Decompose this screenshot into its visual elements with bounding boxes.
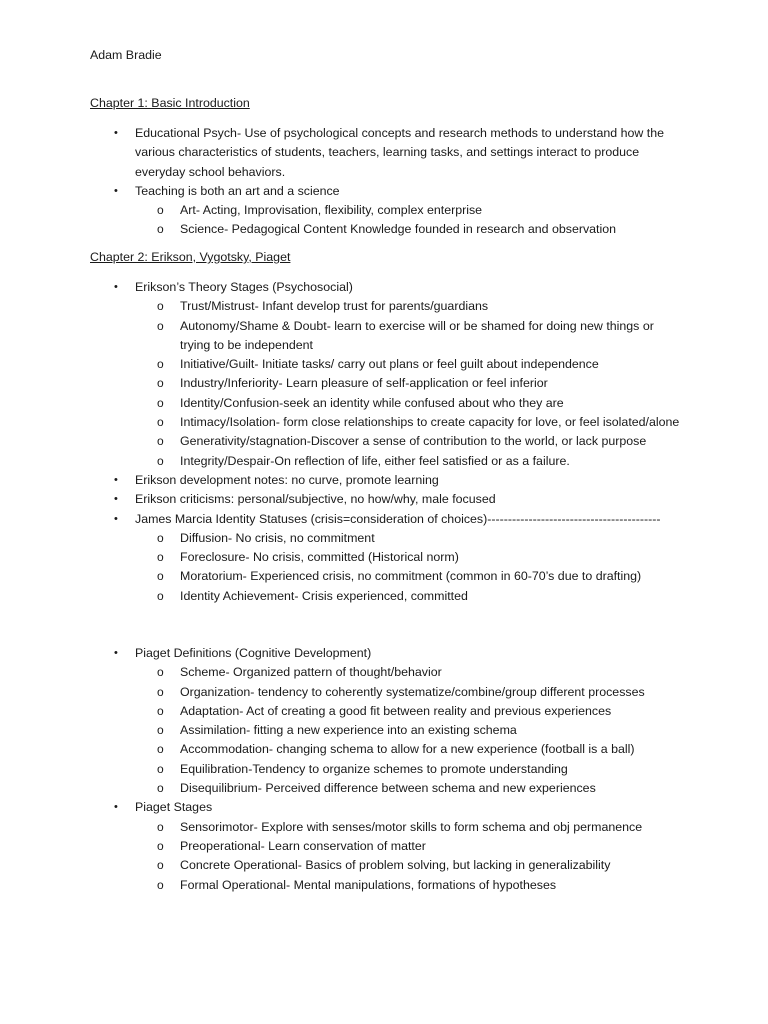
sub-bullet-text: Identity Achievement- Crisis experienced, committed: [180, 588, 468, 603]
bullet-item: [0, 510, 675, 606]
sub-bullet-text: Trust/Mistrust- Infant develop trust for parents/guardians: [180, 299, 489, 314]
circle-bullet-icon: o: [157, 222, 164, 237]
sub-bullet-text: Diffusion- No crisis, no commitment: [180, 530, 375, 545]
sub-bullet-text: Scheme- Organized pattern of thought/behavior: [180, 665, 442, 680]
bullet-text: Erikson criticisms: personal/subjective, no how/why, male focused: [135, 492, 496, 507]
bullet-text: James Marcia Identity Statuses (crisis=consideration of choices)------------------------------------------: [135, 511, 661, 526]
sub-bullet-item: [135, 740, 680, 759]
circle-bullet-icon: o: [157, 877, 164, 892]
bullet-icon: •: [114, 473, 118, 486]
bullet-item: [0, 798, 675, 894]
bullet-item: [0, 471, 675, 490]
circle-bullet-icon: o: [157, 703, 164, 718]
sub-bullet-text: Disequilibrium- Perceived difference between schema and new experiences: [180, 781, 596, 796]
sub-bullet-text: Sensorimotor- Explore with senses/motor skills to form schema and obj permanence: [180, 819, 643, 834]
circle-bullet-icon: o: [157, 819, 164, 834]
bullet-icon: •: [114, 493, 118, 506]
sub-bullet-text: Organization- tendency to coherently systematize/combine/group different processes: [180, 684, 645, 699]
circle-bullet-icon: o: [157, 665, 164, 680]
bullet-text: Erikson’s Theory Stages (Psychosocial): [135, 280, 353, 294]
sub-bullet-item: [135, 760, 680, 779]
circle-bullet-icon: o: [157, 550, 164, 565]
sub-bullet-item: [135, 587, 680, 606]
sub-bullet-item: [135, 452, 680, 471]
circle-bullet-icon: o: [157, 376, 164, 391]
sub-list: [135, 663, 675, 798]
bullet-text: Educational Psych- Use of psychological concepts and research methods to understand how the various characteristics of students, teachers, learning tasks, and settings interact to produce everyday school behaviors.: [135, 126, 664, 179]
circle-bullet-icon: o: [157, 858, 164, 873]
circle-bullet-icon: o: [157, 453, 164, 468]
sub-bullet-text: Foreclosure- No crisis, committed (Historical norm): [180, 550, 459, 565]
sub-list: [135, 297, 680, 471]
circle-bullet-icon: o: [157, 434, 164, 449]
chapter-2-heading: Chapter 2: Erikson, Vygotsky, Piaget: [90, 250, 291, 264]
bullet-icon: •: [114, 127, 118, 139]
sub-bullet-text: Generativity/stagnation-Discover a sense of contribution to the world, or lack purpose: [180, 434, 647, 449]
sub-bullet-text: Formal Operational- Mental manipulations, formations of hypotheses: [180, 877, 557, 892]
sub-bullet-text: Identity/Confusion-seek an identity while confused about who they are: [180, 395, 564, 410]
sub-bullet-item: [135, 567, 680, 586]
sub-bullet-item: [135, 432, 680, 451]
circle-bullet-icon: o: [157, 395, 164, 410]
sub-bullet-text: Concrete Operational- Basics of problem solving, but lacking in generalizability: [180, 858, 611, 873]
bullet-icon: •: [114, 647, 118, 659]
sub-bullet-item: [135, 818, 680, 837]
sub-bullet-text: Art- Acting, Improvisation, flexibility, complex enterprise: [180, 203, 483, 218]
chapter-1-list: [0, 124, 768, 240]
sub-bullet-item: [135, 721, 680, 740]
bullet-item: [0, 644, 675, 798]
circle-bullet-icon: o: [157, 318, 164, 333]
sub-bullet-item: [135, 683, 680, 702]
bullet-item: [0, 182, 675, 240]
sub-bullet-text: Preoperational- Learn conservation of matter: [180, 838, 426, 853]
sub-bullet-item: [135, 779, 680, 798]
bullet-icon: •: [114, 281, 118, 293]
sub-list: [135, 529, 675, 606]
sub-bullet-item: [135, 529, 680, 548]
chapter-1-heading: Chapter 1: Basic Introduction: [90, 96, 250, 110]
sub-bullet-text: Integrity/Despair-On reflection of life, either feel satisfied or as a failure.: [180, 453, 570, 468]
circle-bullet-icon: o: [157, 530, 164, 545]
bullet-icon: •: [114, 512, 118, 525]
sub-bullet-text: Science- Pedagogical Content Knowledge founded in research and observation: [180, 222, 617, 237]
sub-bullet-item: [135, 702, 680, 721]
circle-bullet-icon: o: [157, 569, 164, 584]
bullet-icon: •: [114, 801, 118, 814]
sub-bullet-item: [135, 856, 680, 875]
sub-bullet-text: Accommodation- changing schema to allow for a new experience (football is a ball): [180, 742, 635, 757]
sub-bullet-item: [135, 220, 680, 239]
sub-bullet-text: Assimilation- fitting a new experience into an existing schema: [180, 723, 517, 738]
circle-bullet-icon: o: [157, 742, 164, 757]
sub-bullet-item: [135, 663, 680, 682]
bullet-text: Teaching is both an art and a science: [135, 183, 340, 198]
bullet-icon: •: [114, 184, 118, 197]
sub-bullet-item: [135, 374, 680, 393]
circle-bullet-icon: o: [157, 684, 164, 699]
sub-bullet-text: Adaptation- Act of creating a good fit between reality and previous experiences: [180, 703, 612, 718]
sub-bullet-item: [135, 394, 680, 413]
circle-bullet-icon: o: [157, 203, 164, 218]
sub-bullet-item: [135, 837, 680, 856]
bullet-item: [0, 278, 680, 471]
circle-bullet-icon: o: [157, 299, 164, 314]
sub-bullet-item: [135, 201, 680, 220]
author-name: Adam Bradie: [90, 48, 162, 62]
sub-bullet-text: Industry/Inferiority- Learn pleasure of self-application or feel inferior: [180, 376, 548, 391]
circle-bullet-icon: o: [157, 723, 164, 738]
bullet-text: Piaget Stages: [135, 800, 213, 815]
piaget-list: [0, 644, 768, 895]
circle-bullet-icon: o: [157, 761, 164, 776]
sub-bullet-text: Moratorium- Experienced crisis, no commitment (common in 60-70’s due to drafting): [180, 569, 642, 584]
sub-bullet-item: [135, 876, 680, 895]
sub-bullet-item: [135, 548, 680, 567]
bullet-item: [0, 490, 675, 509]
sub-bullet-text: Intimacy/Isolation- form close relationships to create capacity for love, or feel isolated/alone: [180, 415, 680, 430]
sub-bullet-text: Initiative/Guilt- Initiate tasks/ carry out plans or feel guilt about independence: [180, 357, 599, 372]
sub-bullet-item: [135, 355, 680, 374]
circle-bullet-icon: o: [157, 415, 164, 430]
sub-bullet-item: [135, 413, 680, 432]
bullet-item: [0, 124, 675, 182]
sub-bullet-text: Equilibration-Tendency to organize schemes to promote understanding: [180, 761, 568, 776]
sub-list: [135, 201, 675, 240]
bullet-text: Piaget Definitions (Cognitive Development): [135, 646, 372, 660]
sub-list: [135, 818, 675, 895]
circle-bullet-icon: o: [157, 588, 164, 603]
circle-bullet-icon: o: [157, 838, 164, 853]
chapter-2-list: [0, 278, 768, 606]
sub-bullet-item: [135, 317, 680, 356]
bullet-text: Erikson development notes: no curve, promote learning: [135, 472, 439, 487]
circle-bullet-icon: o: [157, 357, 164, 372]
sub-bullet-text: Autonomy/Shame & Doubt- learn to exercise will or be shamed for doing new things or trying to be independent: [180, 318, 654, 352]
sub-bullet-item: [135, 297, 680, 316]
circle-bullet-icon: o: [157, 781, 164, 796]
